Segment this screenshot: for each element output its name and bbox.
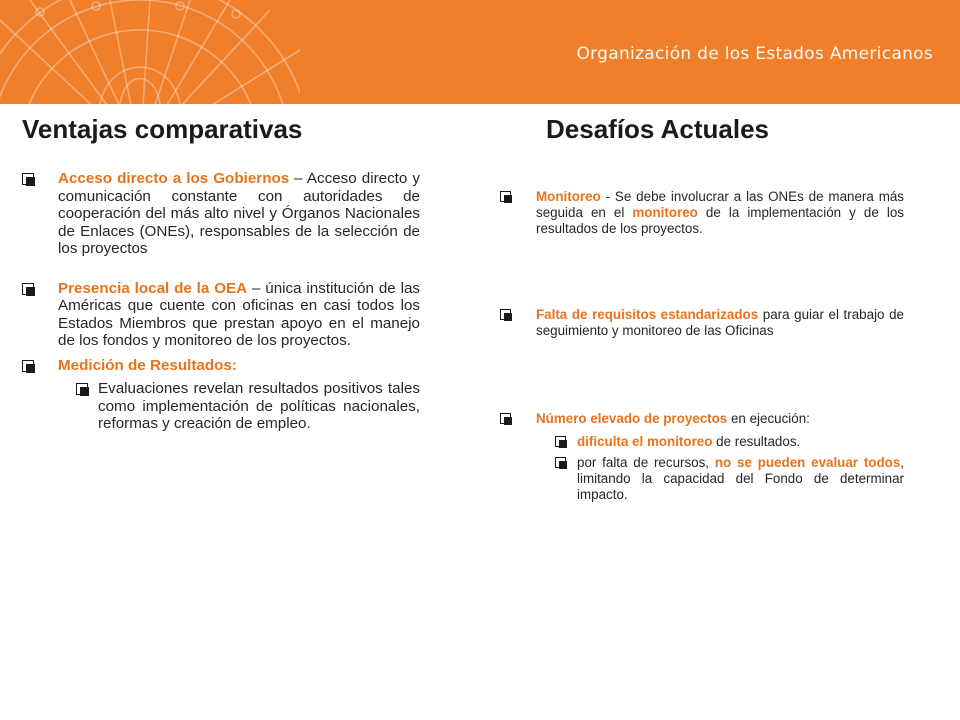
sub-list-item: [76, 380, 420, 433]
item-highlight: Acceso directo a los Gobiernos: [58, 170, 290, 187]
oas-seal-emblem-icon: [0, 0, 300, 104]
item-text: , limitando la capacidad del Fondo de determinar impacto.: [577, 455, 904, 502]
item-text: Evaluaciones revelan resultados positivos tales como implementación de políticas nacionales, reformas y creación de empleo.: [98, 380, 420, 432]
list-item: [500, 307, 904, 339]
item-highlight: Monitoreo: [536, 189, 601, 204]
organization-name: Organización de los Estados Americanos: [576, 44, 933, 64]
list-item: [22, 357, 420, 375]
challenges-list: [500, 189, 904, 503]
checkbox-bullet-icon: [22, 283, 34, 295]
advantages-list: [22, 170, 420, 433]
item-text: – Acceso directo y comunicación constante con autoridades de cooperación del más alto nivel y Órganos Nacionales de Enlaces (ONEs), responsables de la selección de los proyectos: [58, 170, 420, 257]
list-item: [22, 280, 420, 350]
checkbox-bullet-icon: [555, 457, 566, 468]
list-item: [500, 189, 904, 237]
checkbox-bullet-icon: [500, 309, 511, 320]
header-banner: [0, 0, 960, 104]
item-highlight: Falta de requisitos estandarizados: [536, 307, 759, 322]
checkbox-bullet-icon: [76, 383, 88, 395]
checkbox-bullet-icon: [555, 436, 566, 447]
list-item: [500, 411, 904, 427]
item-highlight: no se pueden evaluar todos: [714, 455, 901, 470]
item-highlight: dificulta el monitoreo: [577, 434, 713, 449]
checkbox-bullet-icon: [22, 360, 34, 372]
item-text: de la implementación y de los resultados de los proyectos.: [536, 205, 904, 236]
sub-list-item: [555, 434, 904, 450]
item-text: - Se debe involucrar a las ONEs de manera más seguida en el: [536, 189, 904, 220]
item-highlight: Presencia local de la OEA: [58, 279, 248, 297]
checkbox-bullet-icon: [500, 413, 511, 424]
item-text: por falta de recursos,: [577, 455, 715, 470]
item-highlight: Número elevado de proyectos: [536, 411, 728, 426]
left-heading: Ventajas comparativas: [22, 114, 303, 144]
checkbox-bullet-icon: [22, 173, 34, 185]
item-text: para guiar el trabajo de seguimiento y monitoreo de las Oficinas: [536, 307, 904, 338]
checkbox-bullet-icon: [500, 191, 511, 202]
item-text: de resultados.: [712, 434, 801, 449]
list-item: [22, 170, 420, 258]
right-heading: Desafíos Actuales: [546, 114, 770, 144]
item-text: en ejecución:: [727, 411, 810, 426]
item-highlight: monitoreo: [632, 205, 698, 220]
item-text: – única institución de las Américas que cuente con oficinas en casi todos los Estados Miembros que prestan apoyo en el manejo de los fondos y monitoreo de los proyectos.: [58, 279, 420, 349]
item-highlight: Medición de Resultados:: [58, 356, 237, 374]
sub-list-item: [555, 455, 904, 503]
